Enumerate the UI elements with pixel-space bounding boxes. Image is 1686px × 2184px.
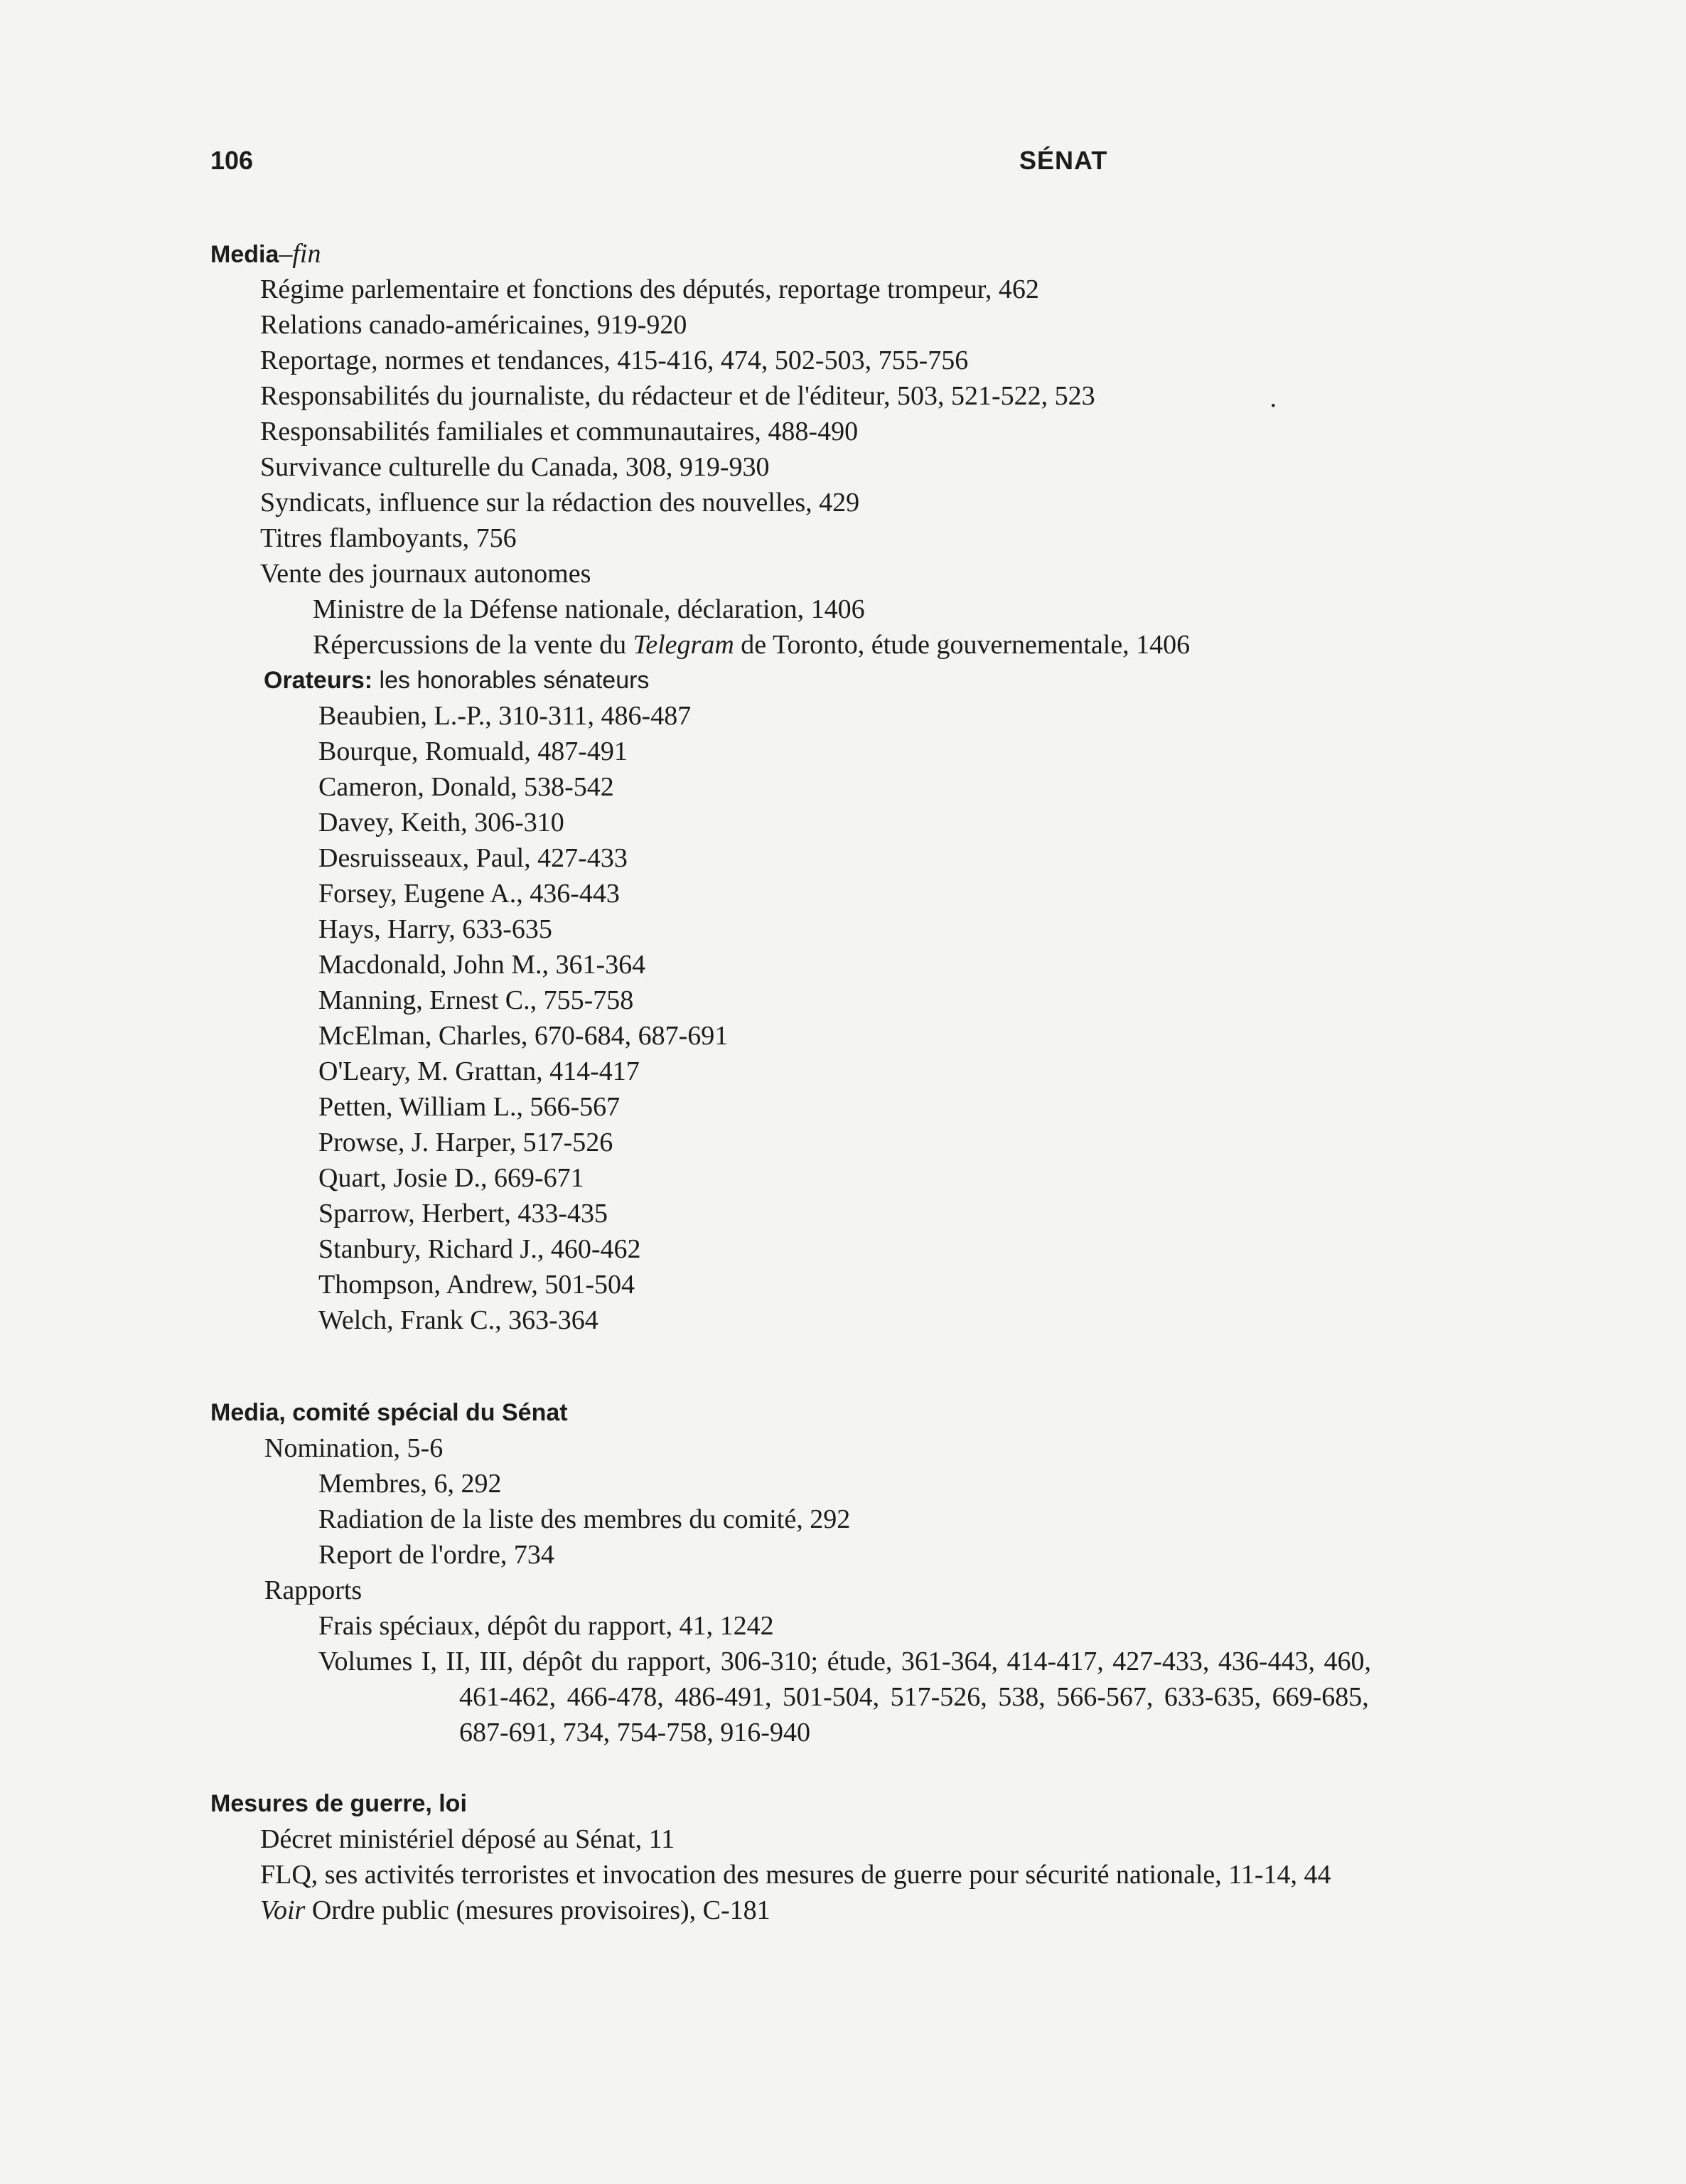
speaker-entry: Manning, Ernest C., 755-758 [318,985,634,1015]
subentry: Survivance culturelle du Canada, 308, 919-930 [260,452,770,482]
sub-subentry-continued: 461-462, 466-478, 486-491, 501-504, 517-526, 538, 566-567, 633-635, 669-685, [459,1682,1369,1712]
subentry: Rapports [264,1575,363,1605]
sub-subentry: Volumes I, II, III, dépôt du rapport, 306-310; étude, 361-364, 414-417, 427-433, 436-443, 460, [318,1647,1372,1676]
speaker-entry: Forsey, Eugene A., 436-443 [318,879,620,909]
cross-reference: Voir Ordre public (mesures provisoires), C-181 [260,1895,770,1925]
speaker-entry: Hays, Harry, 633-635 [318,914,552,944]
index-entry-war-measures [210,1786,1547,1928]
speaker-entry: Quart, Josie D., 669-671 [318,1163,584,1193]
speaker-entry: Davey, Keith, 306-310 [318,808,564,837]
sub-subentry: Radiation de la liste des membres du comité, 292 [318,1504,851,1534]
entry-heading: Mesures de guerre, loi [210,1790,467,1817]
speaker-entry: Stanbury, Richard J., 460-462 [318,1234,641,1264]
sub-subentry: Répercussions de la vente du Telegram de Toronto, étude gouvernementale, 1406 [313,630,1191,660]
sub-subentry: Frais spéciaux, dépôt du rapport, 41, 1242 [318,1611,774,1641]
sub-subentry: Report de l'ordre, 734 [318,1540,554,1570]
subentry: Responsabilités du journaliste, du rédacteur et de l'éditeur, 503, 521-522, 523 [260,381,1095,411]
speaker-entry: Sparrow, Herbert, 433-435 [318,1199,608,1228]
subentry: Nomination, 5-6 [264,1433,444,1463]
sub-subentry: Membres, 6, 292 [318,1469,502,1499]
speaker-entry: Welch, Frank C., 363-364 [318,1305,598,1335]
page-number: 106 [210,146,254,175]
subentry: Décret ministériel déposé au Sénat, 11 [260,1824,675,1854]
index-entry-media [210,236,1547,1338]
entry-heading: Media–fin [210,239,321,269]
sub-subentry: Ministre de la Défense nationale, déclaration, 1406 [313,594,865,624]
speaker-entry: McElman, Charles, 670-684, 687-691 [318,1021,729,1051]
speaker-entry: Macdonald, John M., 361-364 [318,950,646,980]
subentry: Vente des journaux autonomes [260,559,591,589]
speaker-entry: O'Leary, M. Grattan, 414-417 [318,1056,640,1086]
stray-mark: · [1269,391,1278,421]
sub-subentry-continued: 687-691, 734, 754-758, 916-940 [459,1718,810,1747]
subentry: Régime parlementaire et fonctions des députés, reportage trompeur, 462 [260,274,1039,304]
subentry: Titres flamboyants, 756 [260,523,517,553]
subentry: Syndicats, influence sur la rédaction des nouvelles, 429 [260,488,860,518]
speaker-entry: Thompson, Andrew, 501-504 [318,1270,635,1300]
speaker-entry: Prowse, J. Harper, 517-526 [318,1128,613,1157]
index-entry-media-committee [210,1395,1547,1750]
speakers-heading: Orateurs: les honorables sénateurs [264,667,650,694]
speaker-entry: Desruisseaux, Paul, 427-433 [318,843,628,873]
subentry: Reportage, normes et tendances, 415-416, 474, 502-503, 755-756 [260,346,969,375]
speaker-entry: Petten, William L., 566-567 [318,1092,621,1122]
page-title: SÉNAT [1019,146,1108,175]
subentry: FLQ, ses activités terroristes et invocation des mesures de guerre pour sécurité nationale, 11-14, 44 [260,1860,1331,1890]
entry-heading: Media, comité spécial du Sénat [210,1399,568,1426]
speaker-entry: Beaubien, L.-P., 310-311, 486-487 [318,701,692,731]
speaker-entry: Bourque, Romuald, 487-491 [318,737,628,766]
subentry: Relations canado-américaines, 919-920 [260,310,687,340]
speaker-entry: Cameron, Donald, 538-542 [318,772,614,802]
subentry: Responsabilités familiales et communautaires, 488-490 [260,417,859,446]
